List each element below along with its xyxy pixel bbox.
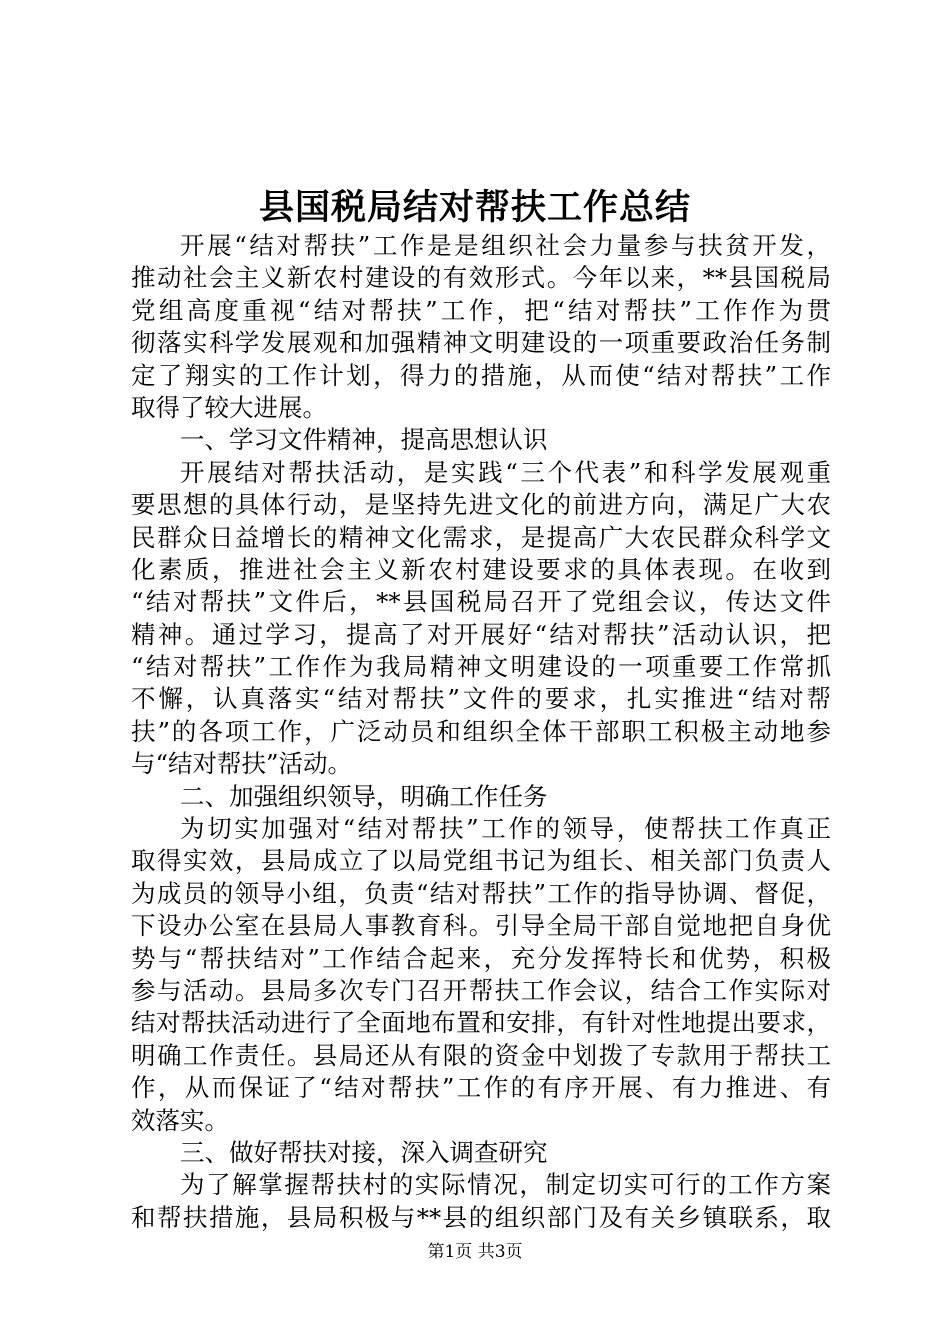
page-footer: 第1页 共3页 <box>427 1242 523 1262</box>
text-line: 效落实。 <box>131 1105 229 1135</box>
text-line: 和帮扶措施，县局积极与**县的组织部门及有关乡镇联系，取 <box>131 1202 831 1232</box>
text-line: “结对帮扶”工作作为我局精神文明建设的一项重要工作常抓 <box>131 652 831 682</box>
text-line: 开展“结对帮扶”工作是是组织社会力量参与扶贫开发， <box>180 231 831 260</box>
text-line: 取得实效，县局成立了以局党组书记为组长、相关部门负责人 <box>131 846 831 876</box>
text-line: 势与“帮扶结对”工作结合起来，充分发挥特长和优势，积极 <box>131 943 831 973</box>
text-line: 下设办公室在县局人事教育科。引导全局干部自觉地把自身优 <box>131 911 831 941</box>
text-line: “结对帮扶”文件后，**县国税局召开了党组会议，传达文件 <box>131 587 831 617</box>
text-line: 二、加强组织领导，明确工作任务 <box>180 781 548 811</box>
text-line: 作，从而保证了“结对帮扶”工作的有序开展、有力推进、有 <box>131 1073 831 1103</box>
text-line: 开展结对帮扶活动，是实践“三个代表”和科学发展观重 <box>180 457 831 487</box>
text-line: 彻落实科学发展观和加强精神文明建设的一项重要政治任务制 <box>131 328 831 358</box>
text-line: 与“结对帮扶”活动。 <box>131 749 353 779</box>
text-line: 不懈，认真落实“结对帮扶”文件的要求，扎实推进“结对帮 <box>131 684 831 714</box>
text-line: 党组高度重视“结对帮扶”工作，把“结对帮扶”工作作为贯 <box>131 295 831 325</box>
text-line: 为成员的领导小组，负责“结对帮扶”工作的指导协调、督促， <box>131 878 831 908</box>
text-line: 化素质，推进社会主义新农村建设要求的具体表现。在收到 <box>131 554 831 584</box>
text-line: 取得了较大进展。 <box>131 392 327 422</box>
document-title: 县国税局结对帮扶工作总结 <box>258 187 691 228</box>
text-line: 定了翔实的工作计划，得力的措施，从而使“结对帮扶”工作 <box>131 360 831 390</box>
text-line: 明确工作责任。县局还从有限的资金中划拨了专款用于帮扶工 <box>131 1040 831 1070</box>
text-line: 三、做好帮扶对接，深入调查研究 <box>180 1137 548 1167</box>
text-line: 精神。通过学习，提高了对开展好“结对帮扶”活动认识，把 <box>131 619 831 649</box>
text-line: 一、学习文件精神，提高思想认识 <box>180 425 548 455</box>
text-line: 要思想的具体行动，是坚持先进文化的前进方向，满足广大农 <box>131 490 831 520</box>
text-line: 扶”的各项工作，广泛动员和组织全体干部职工积极主动地参 <box>131 716 831 746</box>
text-line: 结对帮扶活动进行了全面地布置和安排，有针对性地提出要求， <box>131 1008 831 1038</box>
text-line: 推动社会主义新农村建设的有效形式。今年以来，**县国税局 <box>131 263 831 293</box>
document-body <box>131 230 831 1234</box>
text-line: 参与活动。县局多次专门召开帮扶工作会议，结合工作实际对 <box>131 975 831 1005</box>
text-line: 为切实加强对“结对帮扶”工作的领导，使帮扶工作真正 <box>180 814 831 844</box>
text-line: 为了解掌握帮扶村的实际情况，制定切实可行的工作方案 <box>180 1170 831 1200</box>
text-line: 民群众日益增长的精神文化需求，是提高广大农民群众科学文 <box>131 522 831 552</box>
